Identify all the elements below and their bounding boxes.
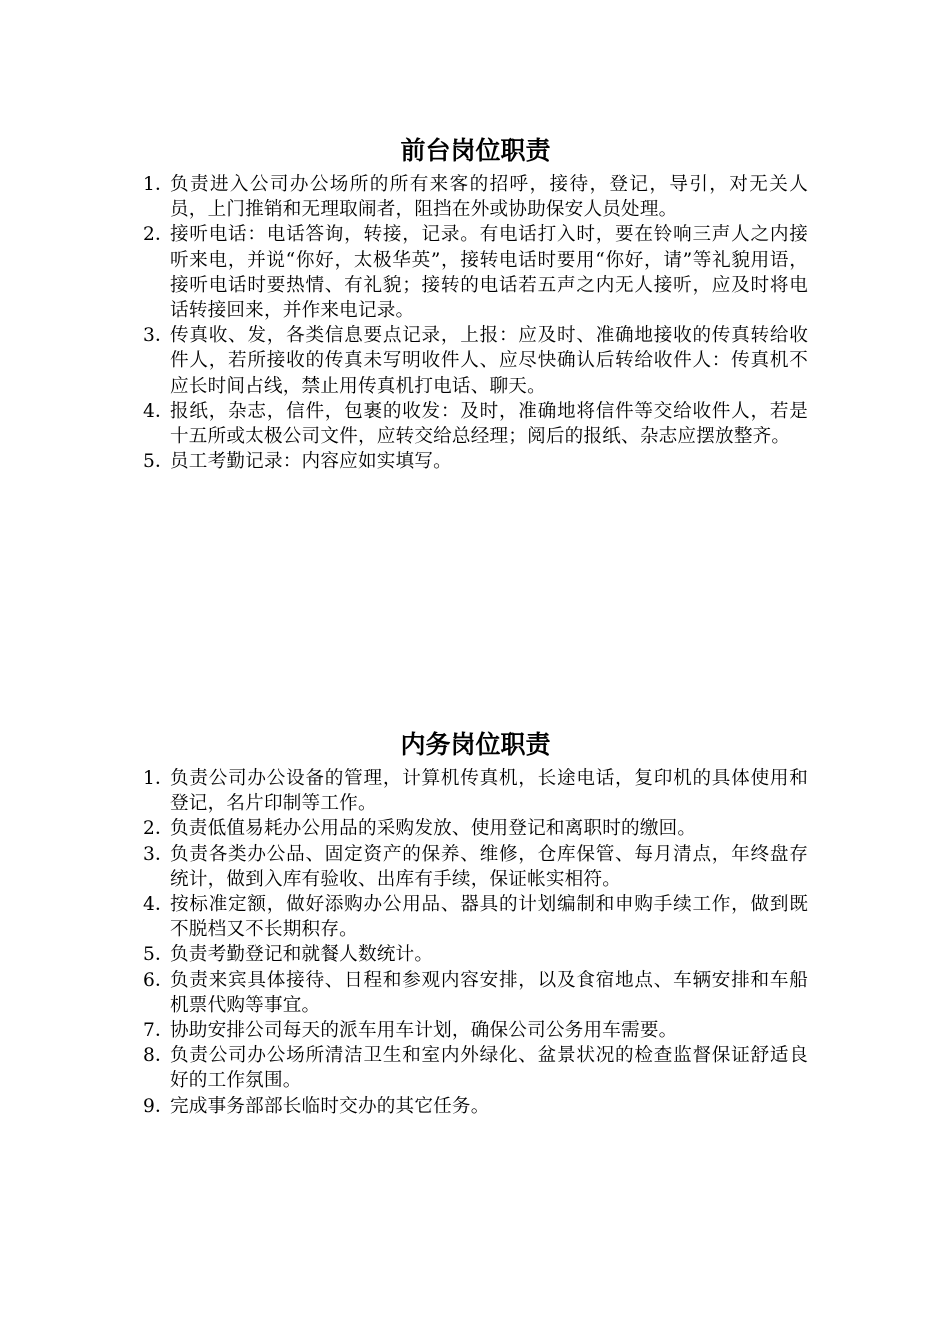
duty-number: 3．	[143, 325, 174, 347]
duty-text: 接听电话：电话答询，转接，记录。有电话打入时，要在铃响三声人之内接听来电，并说“你好，太极华英”，接转电话时要用“你好，请”等礼貌用语，接听电话时要热情、有礼貌；接转的电话若五声之内无人接听，应及时将电话转接回来，并作来电记录。	[170, 224, 808, 322]
duty-text: 负责各类办公品、固定资产的保养、维修，仓库保管、每月清点，年终盘存统计，做到入库有验收、出库有手续，保证帐实相符。	[170, 843, 808, 890]
duty-text: 按标准定额，做好添购办公用品、器具的计划编制和申购手续工作，做到既不脱档又不长期积存。	[170, 894, 808, 941]
internal-affairs-duty-3	[143, 842, 808, 892]
internal-affairs-duty-2	[143, 816, 808, 841]
front-desk-duty-4	[143, 399, 808, 449]
internal-affairs-title: 内务岗位职责	[400, 730, 551, 759]
duty-number: 2．	[143, 818, 174, 840]
internal-affairs-duty-7	[143, 1018, 808, 1043]
internal-affairs-duty-1	[143, 766, 808, 816]
duty-text: 员工考勤记录：内容应如实填写。	[170, 451, 452, 473]
internal-affairs-duty-8	[143, 1043, 808, 1093]
front-desk-section	[143, 134, 808, 474]
duty-text: 负责进入公司办公场所的所有来客的招呼，接待，登记，导引，对无关人员，上门推销和无理取闹者，阻挡在外或协助保安人员处理。	[170, 174, 808, 221]
internal-affairs-duty-list	[143, 766, 808, 1119]
duty-number: 8．	[143, 1045, 174, 1067]
duty-number: 1．	[143, 174, 174, 195]
front-desk-duty-list	[143, 172, 808, 474]
duty-number: 5．	[143, 451, 174, 473]
front-desk-duty-1	[143, 172, 808, 222]
front-desk-duty-2	[143, 222, 808, 323]
internal-affairs-duty-5	[143, 942, 808, 967]
duty-text: 负责公司办公设备的管理，计算机传真机，长途电话，复印机的具体使用和登记，名片印制等工作。	[170, 768, 808, 815]
duty-text: 负责考勤登记和就餐人数统计。	[170, 944, 434, 966]
duty-text: 负责来宾具体接待、日程和参观内容安排，以及食宿地点、车辆安排和车船机票代购等事宜。	[170, 969, 808, 1016]
duty-text: 负责低值易耗办公用品的采购发放、使用登记和离职时的缴回。	[170, 818, 697, 840]
front-desk-title: 前台岗位职责	[400, 136, 551, 165]
internal-affairs-duty-9	[143, 1094, 808, 1119]
duty-text: 传真收、发，各类信息要点记录，上报：应及时、准确地接收的传真转给收件人，若所接收的传真未写明收件人、应尽快确认后转给收件人：传真机不应长时间占线，禁止用传真机打电话、聊天。	[170, 325, 808, 397]
duty-number: 4．	[143, 400, 174, 422]
duty-number: 5．	[143, 944, 174, 966]
front-desk-duty-3	[143, 323, 808, 399]
duty-number: 3．	[143, 843, 174, 865]
duty-number: 2．	[143, 224, 174, 246]
duty-number: 4．	[143, 894, 174, 916]
internal-affairs-duty-6	[143, 968, 808, 1018]
internal-affairs-section	[143, 728, 808, 1119]
duty-text: 负责公司办公场所清洁卫生和室内外绿化、盆景状况的检查监督保证舒适良好的工作氛围。	[170, 1045, 808, 1092]
duty-text: 协助安排公司每天的派车用车计划，确保公司公务用车需要。	[170, 1020, 678, 1042]
internal-affairs-duty-4	[143, 892, 808, 942]
duty-number: 6．	[143, 969, 174, 991]
front-desk-duty-5	[143, 449, 808, 474]
duty-number: 1．	[143, 768, 174, 789]
duty-text: 完成事务部部长临时交办的其它任务。	[170, 1095, 490, 1117]
duty-number: 9．	[143, 1095, 174, 1117]
duty-number: 7．	[143, 1020, 174, 1042]
duty-text: 报纸，杂志，信件，包裹的收发：及时，准确地将信件等交给收件人，若是十五所或太极公司文件，应转交给总经理；阅后的报纸、杂志应摆放整齐。	[170, 400, 808, 448]
